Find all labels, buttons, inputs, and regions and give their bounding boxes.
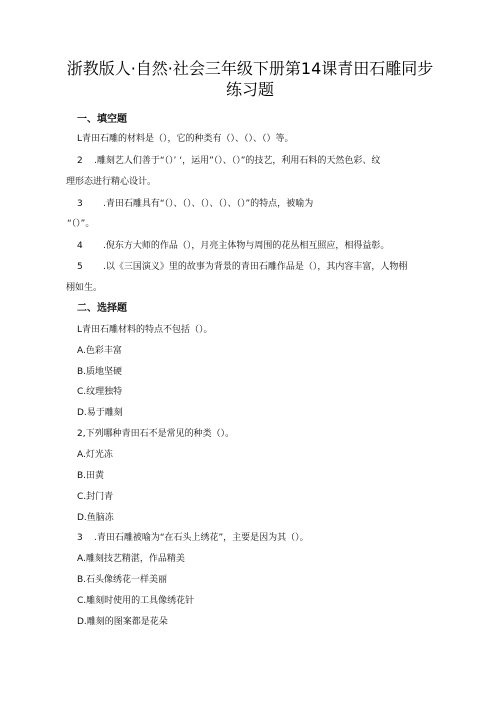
fill-question-3-number: 3 [77, 199, 83, 209]
choice-question-2-option-b: B.田黄 [77, 471, 105, 481]
page-title-line-1: 浙教版人·自然·社会三年级下册第14课青田石雕同步 [66, 59, 434, 78]
choice-question-1-option-c: C.纹理独特 [77, 387, 123, 397]
fill-question-3-line-1: .青田石雕具有“（）、（）、（）、（）、（）”的特点，被喻为 [103, 199, 314, 209]
fill-question-2-line-1: .雕刻艺人们善于“（）’ ‘，运用”（）、（）”的技艺，利用石料的天然色彩、纹 [94, 156, 381, 166]
choice-question-3-number: 3 [77, 533, 83, 543]
choice-question-2-option-a: A.灯光冻 [77, 450, 113, 460]
section-heading-choice: 二、选择题 [77, 303, 127, 314]
choice-question-1-stem: L青田石雕材料的特点不包括（）。 [77, 325, 213, 335]
choice-question-3-option-c: C.雕刻时使用的工具像绣花针 [77, 596, 195, 606]
choice-question-3-stem: .青田石雕被喻为“在石头上绣花”，主要是因为其（）。 [94, 533, 309, 543]
fill-question-3-line-2: “（）”。 [67, 219, 95, 229]
fill-question-4-line-1: .倪东方大师的作品（），月亮主体物与周围的花丛相互照应，相得益彰。 [103, 241, 390, 251]
choice-question-2-option-d: D.鱼脑冻 [77, 513, 114, 523]
fill-question-1: L青田石雕的材料是（），它的种类有（）、（）、（）等。 [77, 134, 294, 144]
choice-question-1-option-d: D.易于雕刻 [77, 408, 123, 418]
fill-question-5-number: 5 [77, 262, 83, 272]
choice-question-3-option-a: A.雕刻技艺精湛，作品精美 [77, 554, 185, 564]
fill-question-2-line-2: 理形态进行精心设计。 [66, 177, 157, 187]
choice-question-1-option-a: A.色彩丰富 [77, 346, 122, 356]
section-heading-fill-blank: 一、填空题 [77, 114, 127, 125]
choice-question-1-option-b: B.质地坚硬 [77, 367, 123, 377]
choice-question-3-option-b: B.石头像绣花一样美丽 [77, 575, 168, 585]
fill-question-4-number: 4 [77, 241, 83, 251]
choice-question-3-option-d: D.雕刻的图案都是花朵 [77, 617, 168, 627]
fill-question-2-number: 2 [77, 156, 83, 166]
fill-question-5-line-2: 栩如生。 [66, 283, 103, 293]
choice-question-2-option-c: C.封门青 [77, 492, 114, 502]
fill-question-5-line-1: .以《三国演义》里的故事为背景的青田石雕作品是（），其内容丰富，人物栩 [103, 262, 408, 272]
page-title-line-2: 练习题 [225, 80, 274, 99]
choice-question-2-stem: 2,下列哪种青田石不是常见的种类（）。 [77, 429, 235, 439]
